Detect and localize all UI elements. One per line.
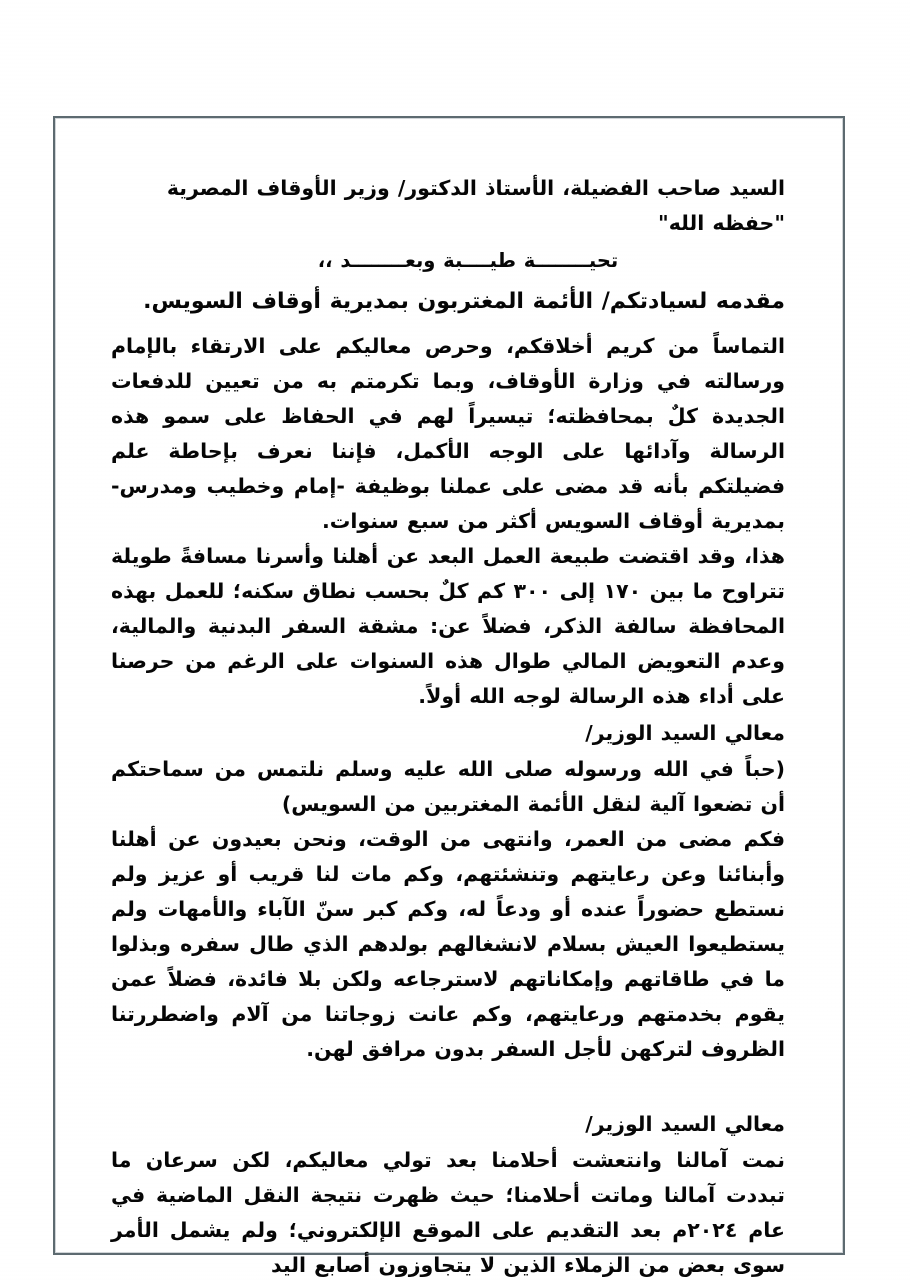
salutation-minister-second: معالي السيد الوزير/ [585, 1112, 785, 1136]
letter-body [53, 116, 845, 1277]
paragraph-family-hardship: فكم مضى من العمر، وانتهى من الوقت، ونحن بعيدون عن أهلنا وأبنائنا وعن رعايتهم وتنشئتهم، وكم مات لنا قريب أو عزيز ولم نستطع حضوراً عنده أو ودعاً له، وكم كبر سنّ الآباء والأمهات ولم يستطيعوا العيش بسلام لانشغالهم بولدهم الذي طال سفره وبذلوا ما في طاقاتهم وإمكاناتهم لاسترجاعه ولكن بلا فائدة، فضلاً عمن يقوم بخدمتهم ورعايتهم، وكم عانت زوجاتنا من آلام واضطررتنا الظروف لتركهن لأجل السفر بدون مرافق لهن. [111, 827, 785, 1061]
greeting-line: تحيــــــــة طيــــبة وبعــــــــد ،، [317, 249, 619, 272]
paragraph-distance-hardship: هذا، وقد اقتضت طبيعة العمل البعد عن أهلنا وأسرنا مسافةً طويلة تتراوح ما بين ١٧٠ إلى ٣٠٠ كم كلٌ بحسب نطاق سكنه؛ للعمل بهذه المحافظة سالفة الذكر، فضلاً عن: مشقة السفر البدنية والمالية، وعدم التعويض المالي طوال هذه السنوات على الرغم من حرصنا على أداء هذه الرسالة لوجه الله أولاً. [111, 544, 785, 708]
paragraph-transfer-result-2024: نمت آمالنا وانتعشت أحلامنا بعد تولي معاليكم، لكن سرعان ما تبددت آمالنا وماتت أحلامنا؛ حيث ظهرت نتيجة النقل الماضية في عام ٢٠٢٤م بعد التقديم على الموقع الإلكتروني؛ ولم يشمل الأمر سوى بعض من الزملاء الذين لا يتجاوزون أصابع اليد [111, 1148, 785, 1277]
addressee-line: السيد صاحب الفضيلة، الأستاذ الدكتور/ وزير الأوقاف المصرية "حفظه الله" [166, 176, 785, 235]
paragraph-spacer [111, 1067, 785, 1105]
submitted-by-line: مقدمه لسيادتكم/ الأئمة المغتربون بمديرية أوقاف السويس. [143, 289, 785, 314]
paragraph-transfer-request: (حباً في الله ورسوله صلى الله عليه وسلم نلتمس من سماحتكم أن تضعوا آلية لنقل الأئمة المغتربين من السويس) [111, 757, 785, 816]
salutation-minister-first: معالي السيد الوزير/ [585, 721, 785, 745]
paragraph-request-intro: التماساً من كريم أخلاقكم، وحرص معاليكم على الارتقاء بالإمام ورسالته في وزارة الأوقاف، وبما تكرمتم به من تعيين للدفعات الجديدة كلٌ بمحافظته؛ تيسيراً لهم في الحفاظ على سمو هذه الرسالة وآدائها على الوجه الأكمل، فإننا نعرف بإحاطة علم فضيلتكم بأنه قد مضى على عملنا بوظيفة -إمام وخطيب ومدرس- بمديرية أوقاف السويس أكثر من سبع سنوات. [111, 334, 785, 533]
